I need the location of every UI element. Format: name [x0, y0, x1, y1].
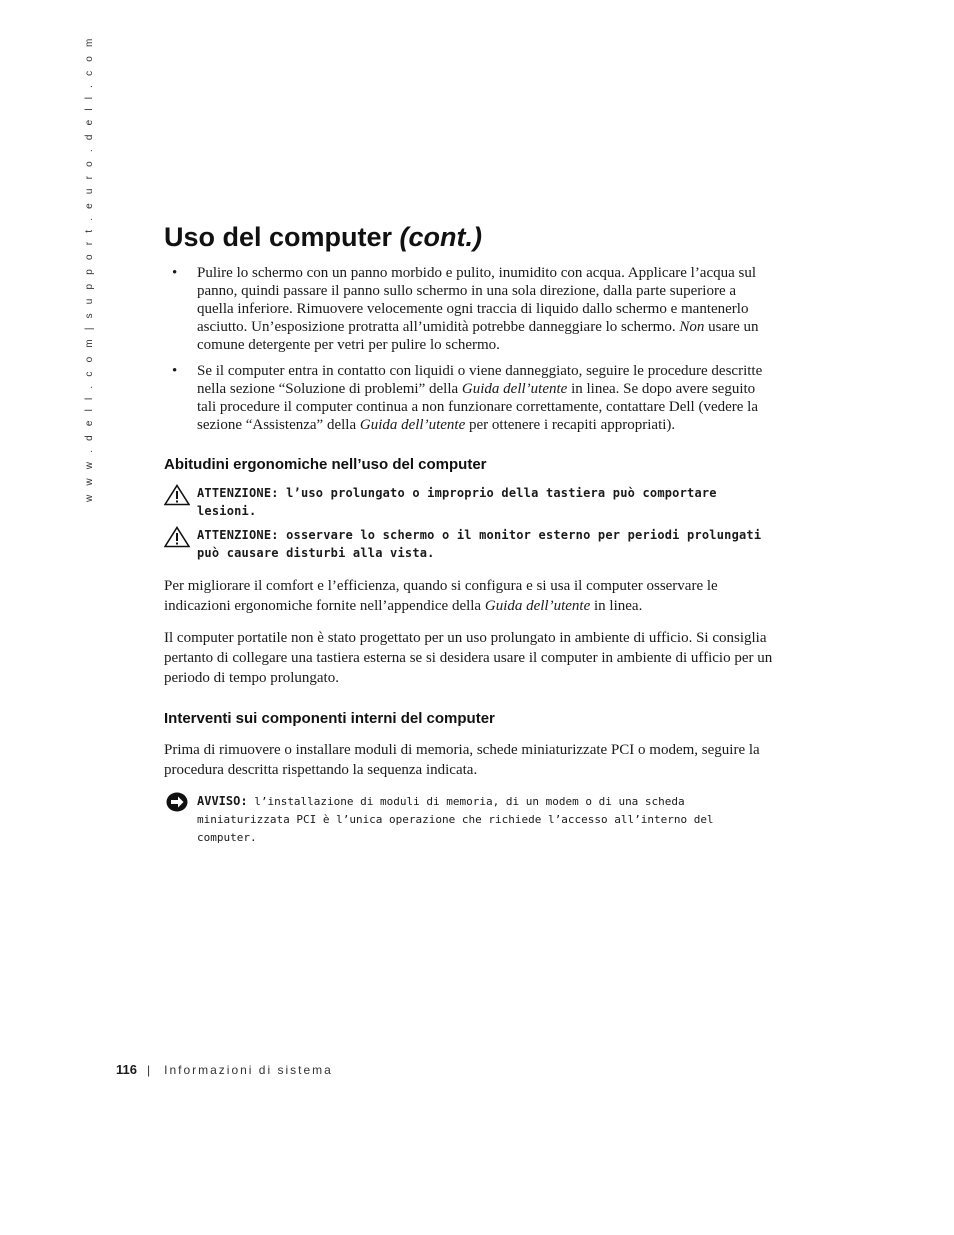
caution-notice: [164, 484, 774, 520]
list-item: [164, 264, 774, 354]
bullet-text: usare un comune detergente per vetri per pulire lo schermo.: [197, 319, 759, 353]
bullet-emphasis: Guida dell’utente: [359, 417, 466, 433]
notice-box: [164, 792, 774, 847]
bullet-dot: •: [172, 265, 178, 281]
paragraph-text: in linea.: [590, 598, 643, 614]
main-content: [164, 264, 774, 847]
notice-text: l’installazione di moduli di memoria, di un modem o di una scheda miniaturizzata PCI è l’unica operazione che richiede l’accesso all’interno del computer.: [197, 795, 714, 844]
page-footer: [116, 1062, 333, 1077]
bullet-emphasis: Non: [679, 319, 705, 335]
caution-text: ATTENZIONE: l’uso prolungato o improprio della tastiera può comportare lesioni.: [197, 486, 717, 518]
page-title-cont: (cont.): [399, 222, 483, 252]
bullet-text: Pulire lo schermo con un panno morbido e pulito, inumidito con acqua. Applicare l’acqua sul panno, quindi passare il panno sullo schermo in una sola direzione, dalla parte superiore a quella inferiore. Rimuovere velocemente ogni traccia di liquido dallo schermo e mantenerlo asciutto. Un’esposizione protratta all’umidità potrebbe danneggiare lo schermo.: [197, 265, 757, 335]
bullet-text: in linea. Se dopo avere seguito tali procedure il computer continua a non funzionare correttamente, contattare Dell (vedere la sezione “Assistenza” della: [197, 381, 758, 433]
list-item: [164, 362, 774, 434]
page-title: [164, 222, 482, 253]
sidebar-url: w w w . d e l l . c o m | s u p p o r t . e u r o . d e l l . c o m: [84, 35, 95, 502]
section-heading-internal-components: Interventi sui componenti interni del computer: [164, 710, 495, 727]
warning-triangle-icon: [164, 526, 190, 548]
warning-triangle-icon: [164, 484, 190, 506]
footer-separator: |: [146, 1063, 151, 1077]
page-number: 116: [116, 1062, 137, 1077]
notice-label: AVVISO:: [197, 794, 248, 808]
section-heading-ergonomics: Abitudini ergonomiche nell’uso del computer: [164, 456, 487, 473]
bullet-text: per ottenere i recapiti appropriati).: [465, 417, 676, 433]
paragraph: [164, 576, 774, 616]
page-title-main: Uso del computer: [164, 222, 400, 252]
caution-text: ATTENZIONE: osservare lo schermo o il monitor esterno per periodi prolungati può causare disturbi alla vista.: [197, 528, 762, 560]
bullet-emphasis: Guida dell’utente: [461, 381, 568, 397]
footer-section-name: Informazioni di sistema: [164, 1063, 333, 1077]
paragraph-emphasis: Guida dell’utente: [484, 598, 591, 614]
caution-notice: [164, 526, 774, 562]
bullet-text: Se il computer entra in contatto con liquidi o viene danneggiato, seguire le procedure descritte nella sezione “Soluzione di problemi” della: [197, 363, 763, 397]
paragraph: Il computer portatile non è stato progettato per un uso prolungato in ambiente di ufficio. Si consiglia pertanto di collegare una tastiera esterna se si desidera usare il computer in ambiente di ufficio per un periodo di tempo prolungato.: [164, 630, 773, 686]
paragraph: Prima di rimuovere o installare moduli di memoria, schede miniaturizzate PCI o modem, seguire la procedura descritta rispettando la sequenza indicata.: [164, 742, 760, 778]
notice-arrow-icon: [166, 792, 188, 812]
bullet-dot: •: [172, 363, 178, 379]
bullet-list: [164, 264, 774, 434]
paragraph-text: Per migliorare il comfort e l’efficienza, quando si configura e si usa il computer osservare le indicazioni ergonomiche fornite nell’appendice della: [164, 578, 718, 614]
